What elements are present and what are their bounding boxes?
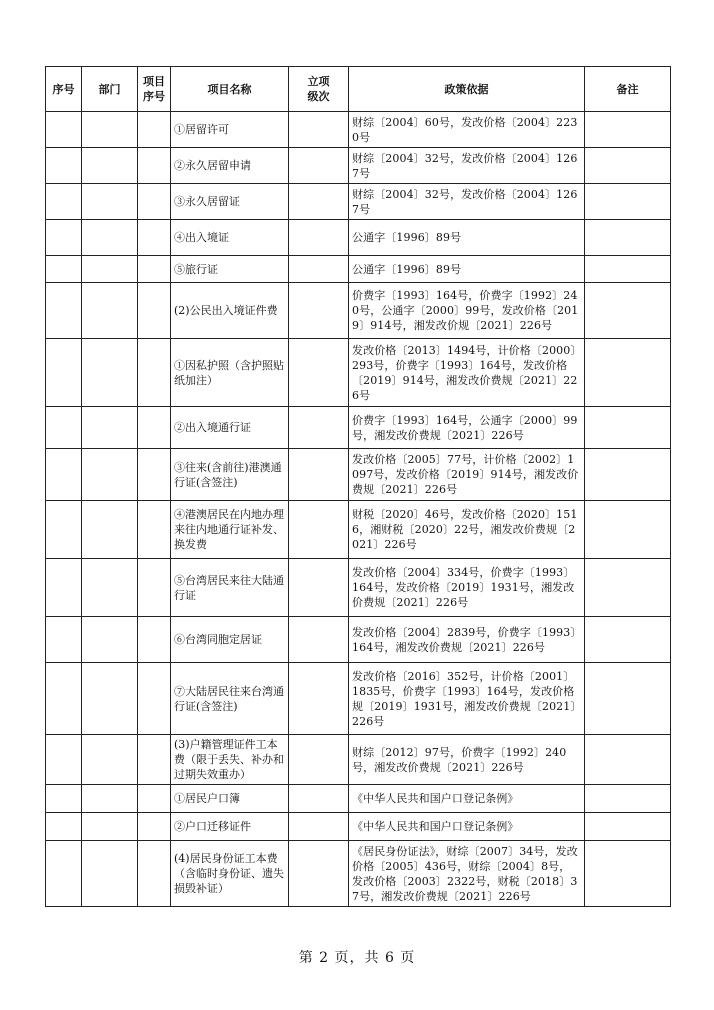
policy-cell: 公通字〔1996〕89号: [349, 256, 585, 283]
seq-cell: [46, 256, 82, 283]
remark-cell: [585, 501, 671, 559]
table-row: [46, 256, 671, 283]
table-row: [46, 559, 671, 617]
dept-cell: [82, 112, 138, 148]
dept-cell: [82, 449, 138, 501]
remark-cell: [585, 785, 671, 813]
policy-cell: 《中华人民共和国户口登记条例》: [349, 813, 585, 841]
policy-cell: 发改价格〔2005〕77号，计价格〔2002〕1097号，发改价格〔2019〕914号，湘发改价费规〔2021〕226号: [349, 449, 585, 501]
header-row: [46, 67, 671, 112]
level-cell: [289, 407, 349, 449]
item-seq-cell: [138, 339, 171, 407]
seq-cell: [46, 735, 82, 785]
level-cell: [289, 220, 349, 256]
item-name-cell: ⑤台湾居民来往大陆通行证: [171, 559, 289, 617]
item-name-cell: ①居留许可: [171, 112, 289, 148]
table-row: [46, 841, 671, 907]
item-seq-cell: [138, 148, 171, 184]
seq-cell: [46, 785, 82, 813]
level-cell: [289, 559, 349, 617]
policy-cell: 《居民身份证法》，财综〔2007〕34号，发改价格〔2005〕436号，财综〔2004〕8号，发改价格〔2003〕2322号，财税〔2018〕37号，湘发改价费规〔2021〕226号: [349, 841, 585, 907]
item-name-cell: ④出入境证: [171, 220, 289, 256]
remark-cell: [585, 339, 671, 407]
dept-cell: [82, 813, 138, 841]
item-seq-cell: [138, 559, 171, 617]
level-cell: [289, 841, 349, 907]
policy-cell: 财综〔2012〕97号，价费字〔1992〕240号，湘发改价费规〔2021〕226号: [349, 735, 585, 785]
dept-cell: [82, 617, 138, 663]
seq-cell: [46, 184, 82, 220]
item-seq-cell: [138, 785, 171, 813]
level-cell: [289, 785, 349, 813]
level-cell: [289, 813, 349, 841]
remark-cell: [585, 283, 671, 339]
level-cell: [289, 449, 349, 501]
table-row: [46, 617, 671, 663]
item-seq-cell: [138, 184, 171, 220]
item-name-cell: ③往来(含前往)港澳通行证(含签注): [171, 449, 289, 501]
dept-cell: [82, 663, 138, 735]
dept-cell: [82, 339, 138, 407]
item-name-cell: ⑤旅行证: [171, 256, 289, 283]
seq-cell: [46, 663, 82, 735]
table-row: [46, 112, 671, 148]
remark-cell: [585, 256, 671, 283]
seq-cell: [46, 220, 82, 256]
table-row: [46, 449, 671, 501]
seq-cell: [46, 407, 82, 449]
item-name-cell: ②出入境通行证: [171, 407, 289, 449]
seq-cell: [46, 148, 82, 184]
level-cell: [289, 501, 349, 559]
item-seq-cell: [138, 283, 171, 339]
item-seq-cell: [138, 841, 171, 907]
item-seq-cell: [138, 813, 171, 841]
policy-cell: 财综〔2004〕32号，发改价格〔2004〕1267号: [349, 184, 585, 220]
level-cell: [289, 339, 349, 407]
item-seq-cell: [138, 735, 171, 785]
remark-cell: [585, 617, 671, 663]
seq-cell: [46, 112, 82, 148]
header-item-seq: 项目 序号: [138, 67, 171, 112]
remark-cell: [585, 559, 671, 617]
seq-cell: [46, 501, 82, 559]
level-cell: [289, 148, 349, 184]
page-footer: 第 2 页，共 6 页: [298, 950, 416, 966]
fee-table: [45, 66, 671, 907]
table-row: [46, 220, 671, 256]
item-name-cell: ②户口迁移证件: [171, 813, 289, 841]
dept-cell: [82, 501, 138, 559]
seq-cell: [46, 339, 82, 407]
remark-cell: [585, 813, 671, 841]
seq-cell: [46, 449, 82, 501]
seq-cell: [46, 841, 82, 907]
remark-cell: [585, 184, 671, 220]
item-seq-cell: [138, 112, 171, 148]
remark-cell: [585, 663, 671, 735]
dept-cell: [82, 148, 138, 184]
dept-cell: [82, 785, 138, 813]
item-name-cell: ④港澳居民在内地办理来往内地通行证补发、换发费: [171, 501, 289, 559]
dept-cell: [82, 220, 138, 256]
remark-cell: [585, 220, 671, 256]
item-name-cell: ③永久居留证: [171, 184, 289, 220]
policy-cell: 发改价格〔2013〕1494号，计价格〔2000〕293号，价费字〔1993〕164号，发改价格〔2019〕914号，湘发改价费规〔2021〕226号: [349, 339, 585, 407]
table-row: [46, 501, 671, 559]
policy-cell: 发改价格〔2004〕2839号，价费字〔1993〕164号，湘发改价费规〔2021〕226号: [349, 617, 585, 663]
item-name-cell: ⑥台湾同胞定居证: [171, 617, 289, 663]
seq-cell: [46, 617, 82, 663]
item-name-cell: (2)公民出入境证件费: [171, 283, 289, 339]
policy-cell: 财税〔2020〕46号，发改价格〔2020〕1516，湘财税〔2020〕22号，湘发改价费规〔2021〕226号: [349, 501, 585, 559]
dept-cell: [82, 559, 138, 617]
table-row: [46, 184, 671, 220]
level-cell: [289, 617, 349, 663]
policy-cell: 价费字〔1993〕164号，价费字〔1992〕240号，公通字〔2000〕99号，发改价格〔2019〕914号，湘发改价规〔2021〕226号: [349, 283, 585, 339]
header-seq: 序号: [46, 67, 82, 112]
policy-cell: 财综〔2004〕32号，发改价格〔2004〕1267号: [349, 148, 585, 184]
policy-cell: 价费字〔1993〕164号，公通字〔2000〕99号，湘发改价费规〔2021〕226号: [349, 407, 585, 449]
table-row: [46, 785, 671, 813]
dept-cell: [82, 256, 138, 283]
table-row: [46, 407, 671, 449]
table-row: [46, 735, 671, 785]
remark-cell: [585, 841, 671, 907]
item-name-cell: (4)居民身份证工本费（含临时身份证、遗失损毁补证）: [171, 841, 289, 907]
header-remark: 备注: [585, 67, 671, 112]
table-row: [46, 813, 671, 841]
item-seq-cell: [138, 220, 171, 256]
level-cell: [289, 184, 349, 220]
seq-cell: [46, 813, 82, 841]
item-seq-cell: [138, 617, 171, 663]
policy-cell: 公通字〔1996〕89号: [349, 220, 585, 256]
dept-cell: [82, 407, 138, 449]
item-name-cell: (3)户籍管理证件工本费（限于丢失、补办和过期失效重办）: [171, 735, 289, 785]
item-name-cell: ⑦大陆居民往来台湾通行证(含签注): [171, 663, 289, 735]
header-dept: 部门: [82, 67, 138, 112]
policy-cell: 《中华人民共和国户口登记条例》: [349, 785, 585, 813]
item-name-cell: ②永久居留申请: [171, 148, 289, 184]
policy-cell: 发改价格〔2004〕334号，价费字〔1993〕164号，发改价格〔2019〕1931号，湘发改价费规〔2021〕226号: [349, 559, 585, 617]
item-name-cell: ①因私护照（含护照贴纸加注）: [171, 339, 289, 407]
level-cell: [289, 283, 349, 339]
item-seq-cell: [138, 501, 171, 559]
item-seq-cell: [138, 256, 171, 283]
dept-cell: [82, 841, 138, 907]
table-row: [46, 339, 671, 407]
remark-cell: [585, 407, 671, 449]
policy-cell: 财综〔2004〕60号，发改价格〔2004〕2230号: [349, 112, 585, 148]
item-seq-cell: [138, 449, 171, 501]
item-seq-cell: [138, 663, 171, 735]
dept-cell: [82, 735, 138, 785]
dept-cell: [82, 283, 138, 339]
table-row: [46, 663, 671, 735]
level-cell: [289, 663, 349, 735]
level-cell: [289, 735, 349, 785]
item-name-cell: ①居民户口簿: [171, 785, 289, 813]
dept-cell: [82, 184, 138, 220]
level-cell: [289, 256, 349, 283]
table-row: [46, 283, 671, 339]
remark-cell: [585, 112, 671, 148]
seq-cell: [46, 559, 82, 617]
remark-cell: [585, 449, 671, 501]
remark-cell: [585, 148, 671, 184]
remark-cell: [585, 735, 671, 785]
level-cell: [289, 112, 349, 148]
header-level: 立项 级次: [289, 67, 349, 112]
table-row: [46, 148, 671, 184]
item-seq-cell: [138, 407, 171, 449]
policy-cell: 发改价格〔2016〕352号，计价格〔2001〕1835号，价费字〔1993〕164号，发改价格规〔2019〕1931号，湘发改价费规〔2021〕226号: [349, 663, 585, 735]
header-policy: 政策依据: [349, 67, 585, 112]
seq-cell: [46, 283, 82, 339]
header-item-name: 项目名称: [171, 67, 289, 112]
